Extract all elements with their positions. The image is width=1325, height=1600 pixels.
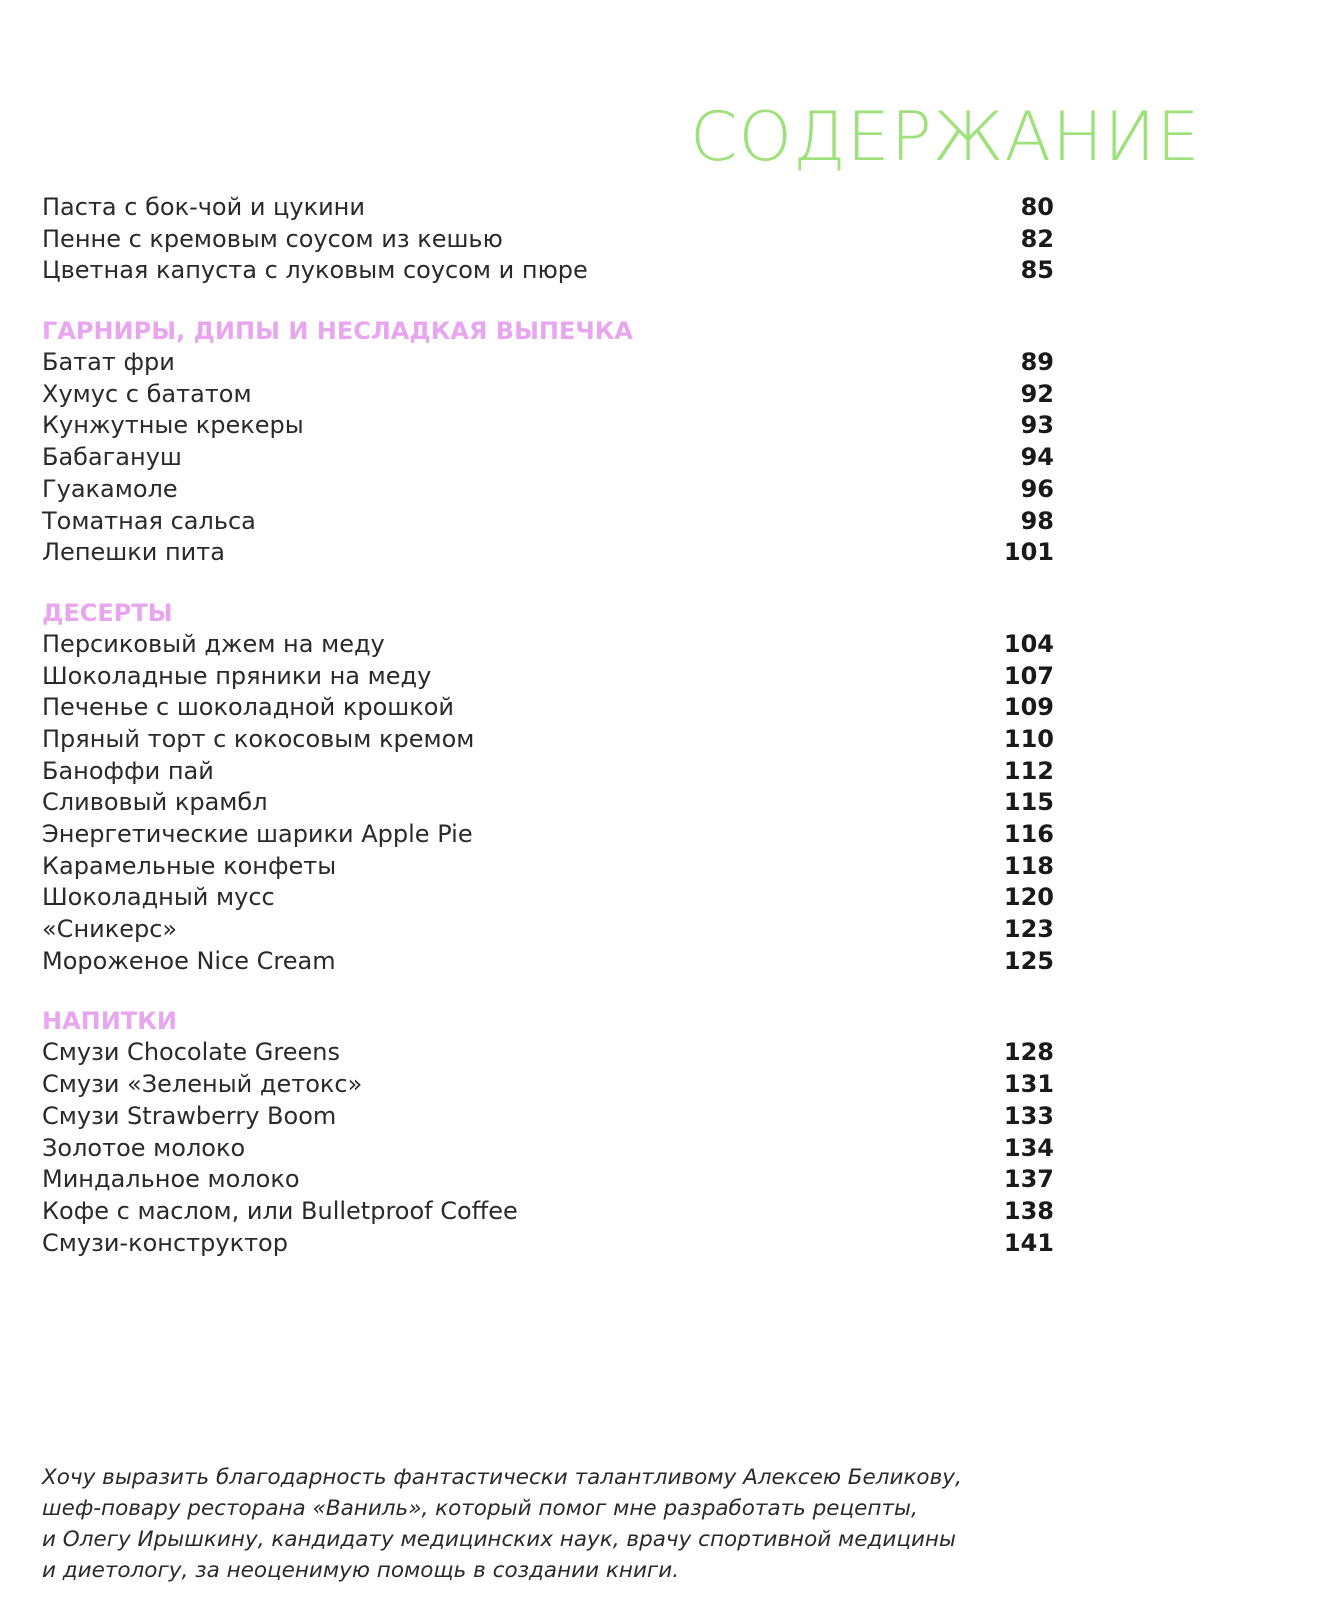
acknowledgement-line: и диетологу, за неоценимую помощь в создании книги. <box>42 1558 680 1583</box>
entry-page-number: 137 <box>1003 1165 1054 1194</box>
entry-page-number: 89 <box>1020 348 1054 377</box>
entry-title: Баноффи пай <box>42 756 214 785</box>
entry-title: Лепешки пита <box>42 538 225 567</box>
entry-page-number: 125 <box>1003 946 1054 975</box>
entry-title: Миндальное молоко <box>42 1165 300 1194</box>
entry-page-number: 134 <box>1003 1133 1054 1162</box>
toc-entry <box>42 255 1054 287</box>
entry-title: Пенне с кремовым соусом из кешью <box>42 224 503 253</box>
entry-title: «Сникерс» <box>42 915 178 944</box>
entry-page-number: 96 <box>1020 474 1054 503</box>
toc-entry <box>42 537 1054 569</box>
entry-title: Золотое молоко <box>42 1133 246 1162</box>
acknowledgement <box>42 1462 1022 1586</box>
toc-entry <box>42 629 1054 661</box>
entry-title: Шоколадные пряники на меду <box>42 661 432 690</box>
toc-entry <box>42 192 1054 224</box>
toc-entry <box>42 851 1054 883</box>
entry-page-number: 115 <box>1003 788 1054 817</box>
acknowledgement-line: и Олегу Ирышкину, кандидату медицинских наук, врачу спортивной медицины <box>42 1527 956 1552</box>
toc-entry <box>42 474 1054 506</box>
table-of-contents <box>42 192 1054 1259</box>
entry-page-number: 92 <box>1020 379 1054 408</box>
toc-entry <box>42 1101 1054 1133</box>
toc-entry <box>42 1228 1054 1260</box>
entry-page-number: 141 <box>1003 1228 1054 1257</box>
entry-page-number: 82 <box>1020 224 1054 253</box>
entry-page-number: 120 <box>1003 883 1054 912</box>
entry-page-number: 93 <box>1020 411 1054 440</box>
entry-page-number: 94 <box>1020 443 1054 472</box>
toc-entry <box>42 819 1054 851</box>
entry-page-number: 133 <box>1003 1101 1054 1130</box>
acknowledgement-line: Хочу выразить благодарность фантастически талантливому Алексею Беликову, <box>42 1465 962 1490</box>
toc-entry <box>42 1133 1054 1165</box>
entry-title: Энергетические шарики Apple Pie <box>42 820 473 848</box>
toc-entry <box>42 946 1054 978</box>
entry-page-number: 128 <box>1003 1038 1054 1067</box>
toc-entry <box>42 379 1054 411</box>
toc-entry <box>42 882 1054 914</box>
entry-title: Смузи Strawberry Boom <box>42 1101 337 1130</box>
section-heading: НАПИТКИ <box>42 1007 177 1036</box>
entry-page-number: 123 <box>1003 915 1054 944</box>
entry-page-number: 131 <box>1003 1070 1054 1099</box>
entry-page-number: 109 <box>1003 693 1054 722</box>
toc-entry <box>42 1164 1054 1196</box>
entry-page-number: 112 <box>1003 756 1054 785</box>
entry-title: Смузи-конструктор <box>42 1228 288 1257</box>
entry-title: Сливовый крамбл <box>42 788 268 817</box>
toc-entry <box>42 787 1054 819</box>
entry-page-number: 85 <box>1020 256 1054 285</box>
entry-title: Батат фри <box>42 348 175 377</box>
acknowledgement-line: шеф-повару ресторана «Ваниль», который помог мне разработать рецепты, <box>42 1496 918 1521</box>
toc-entry <box>42 724 1054 756</box>
toc-entry <box>42 756 1054 788</box>
toc-entry <box>42 442 1054 474</box>
toc-entry <box>42 661 1054 693</box>
entry-title: Бабагануш <box>42 443 182 472</box>
entry-page-number: 104 <box>1003 629 1054 658</box>
entry-title: Цветная капуста с луковым соусом и пюре <box>42 256 588 285</box>
section-heading: ГАРНИРЫ, ДИПЫ И НЕСЛАДКАЯ ВЫПЕЧКА <box>42 317 633 346</box>
entry-title: Карамельные конфеты <box>42 851 337 880</box>
toc-entry <box>42 224 1054 256</box>
entry-title: Печенье с шоколадной крошкой <box>42 693 455 722</box>
entry-page-number: 101 <box>1003 538 1054 567</box>
entry-page-number: 110 <box>1003 724 1054 753</box>
entry-title: Хумус с бататом <box>42 379 252 408</box>
entry-page-number: 116 <box>1003 820 1054 848</box>
entry-title: Пряный торт с кокосовым кремом <box>42 724 475 753</box>
entry-title: Томатная сальса <box>42 506 256 535</box>
toc-entry <box>42 914 1054 946</box>
toc-entry <box>42 347 1054 379</box>
entry-title: Мороженое Nice Cream <box>42 946 336 975</box>
page-title: СОДЕРЖАНИЕ <box>690 97 1201 177</box>
entry-page-number: 107 <box>1003 661 1054 690</box>
entry-title: Кунжутные крекеры <box>42 411 304 440</box>
toc-entry <box>42 1069 1054 1101</box>
entry-page-number: 138 <box>1003 1196 1054 1225</box>
toc-entry <box>42 1196 1054 1228</box>
toc-entry <box>42 692 1054 724</box>
entry-title: Персиковый джем на меду <box>42 629 385 658</box>
section-heading: ДЕСЕРТЫ <box>42 598 173 627</box>
toc-entry <box>42 506 1054 538</box>
entry-title: Кофе с маслом, или Bulletproof Coffee <box>42 1196 518 1225</box>
entry-title: Шоколадный мусс <box>42 883 275 912</box>
toc-entry <box>42 410 1054 442</box>
toc-entry <box>42 1037 1054 1069</box>
entry-page-number: 118 <box>1003 851 1054 880</box>
entry-title: Гуакамоле <box>42 474 178 503</box>
entry-title: Паста с бок-чой и цукини <box>42 193 365 221</box>
entry-page-number: 80 <box>1020 193 1054 221</box>
entry-title: Смузи «Зеленый детокс» <box>42 1070 363 1099</box>
entry-page-number: 98 <box>1020 506 1054 535</box>
entry-title: Смузи Chocolate Greens <box>42 1038 340 1067</box>
